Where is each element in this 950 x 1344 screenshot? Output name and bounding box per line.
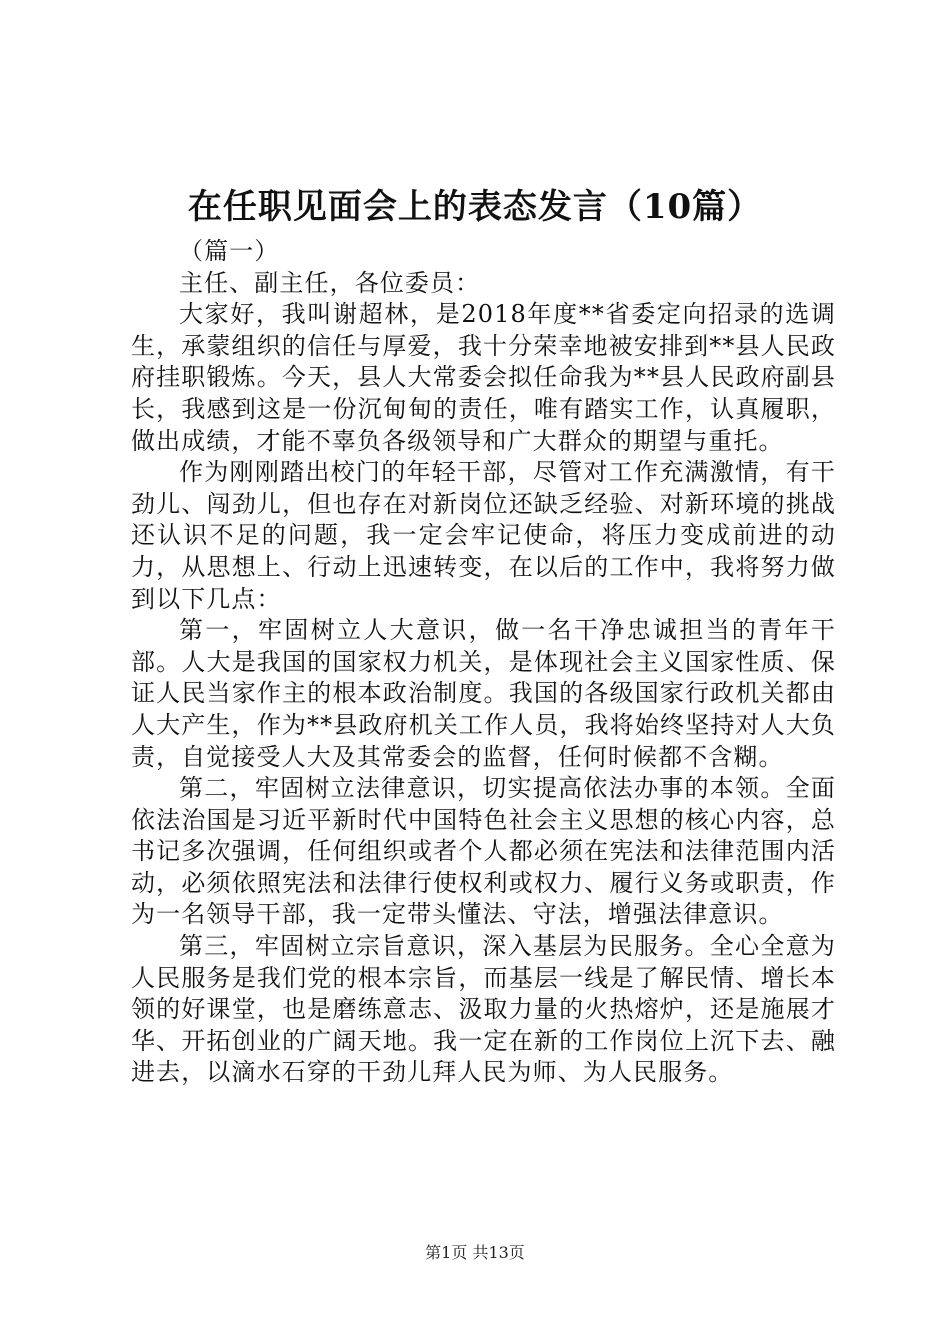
page-number-footer: 第1页 共13页: [425, 1243, 525, 1262]
document-body: [131, 236, 836, 1089]
paragraph: 第二，牢固树立法律意识，切实提高依法办事的本领。全面依法治国是习近平新时代中国特色社会主义思想的核心内容，总书记多次强调，任何组织或者个人都必须在宪法和法律范围内活动，必须依照宪法和法律行使权利或权力、履行义务或职责，作为一名领导干部，我一定带头懂法、守法，增强法律意识。: [131, 774, 836, 929]
paragraph: 第一，牢固树立人大意识，做一名干净忠诚担当的青年干部。人大是我国的国家权力机关，是体现社会主义国家性质、保证人民当家作主的根本政治制度。我国的各级国家行政机关都由人大产生，作为**县政府机关工作人员，我将始终坚持对人大负责，自觉接受人大及其常委会的监督，任何时候都不含糊。: [131, 616, 836, 771]
section-heading: （篇一）: [179, 237, 280, 265]
paragraph: 第三，牢固树立宗旨意识，深入基层为民服务。全心全意为人民服务是我们党的根本宗旨，而基层一线是了解民情、增长本领的好课堂，也是磨练意志、汲取力量的火热熔炉，还是施展才华、开拓创业的广阔天地。我一定在新的工作岗位上沉下去、融进去，以滴水石穿的干劲儿拜人民为师、为人民服务。: [131, 932, 836, 1087]
salutation: 主任、副主任，各位委员：: [179, 268, 481, 297]
paragraph: 大家好，我叫谢超林，是2018年度**省委定向招录的选调生，承蒙组织的信任与厚爱，我十分荣幸地被安排到**县人民政府挂职锻炼。今天，县人大常委会拟任命我为**县人民政府副县长，我感到这是一份沉甸甸的责任，唯有踏实工作，认真履职，做出成绩，才能不辜负各级领导和广大群众的期望与重托。: [131, 300, 836, 455]
paragraph: 作为刚刚踏出校门的年轻干部，尽管对工作充满激情，有干劲儿、闯劲儿，但也存在对新岗位还缺乏经验、对新环境的挑战还认识不足的问题，我一定会牢记使命，将压力变成前进的动力，从思想上、行动上迅速转变，在以后的工作中，我将努力做到以下几点：: [131, 458, 836, 613]
document-title: 在任职见面会上的表态发言（10篇）: [187, 187, 763, 227]
